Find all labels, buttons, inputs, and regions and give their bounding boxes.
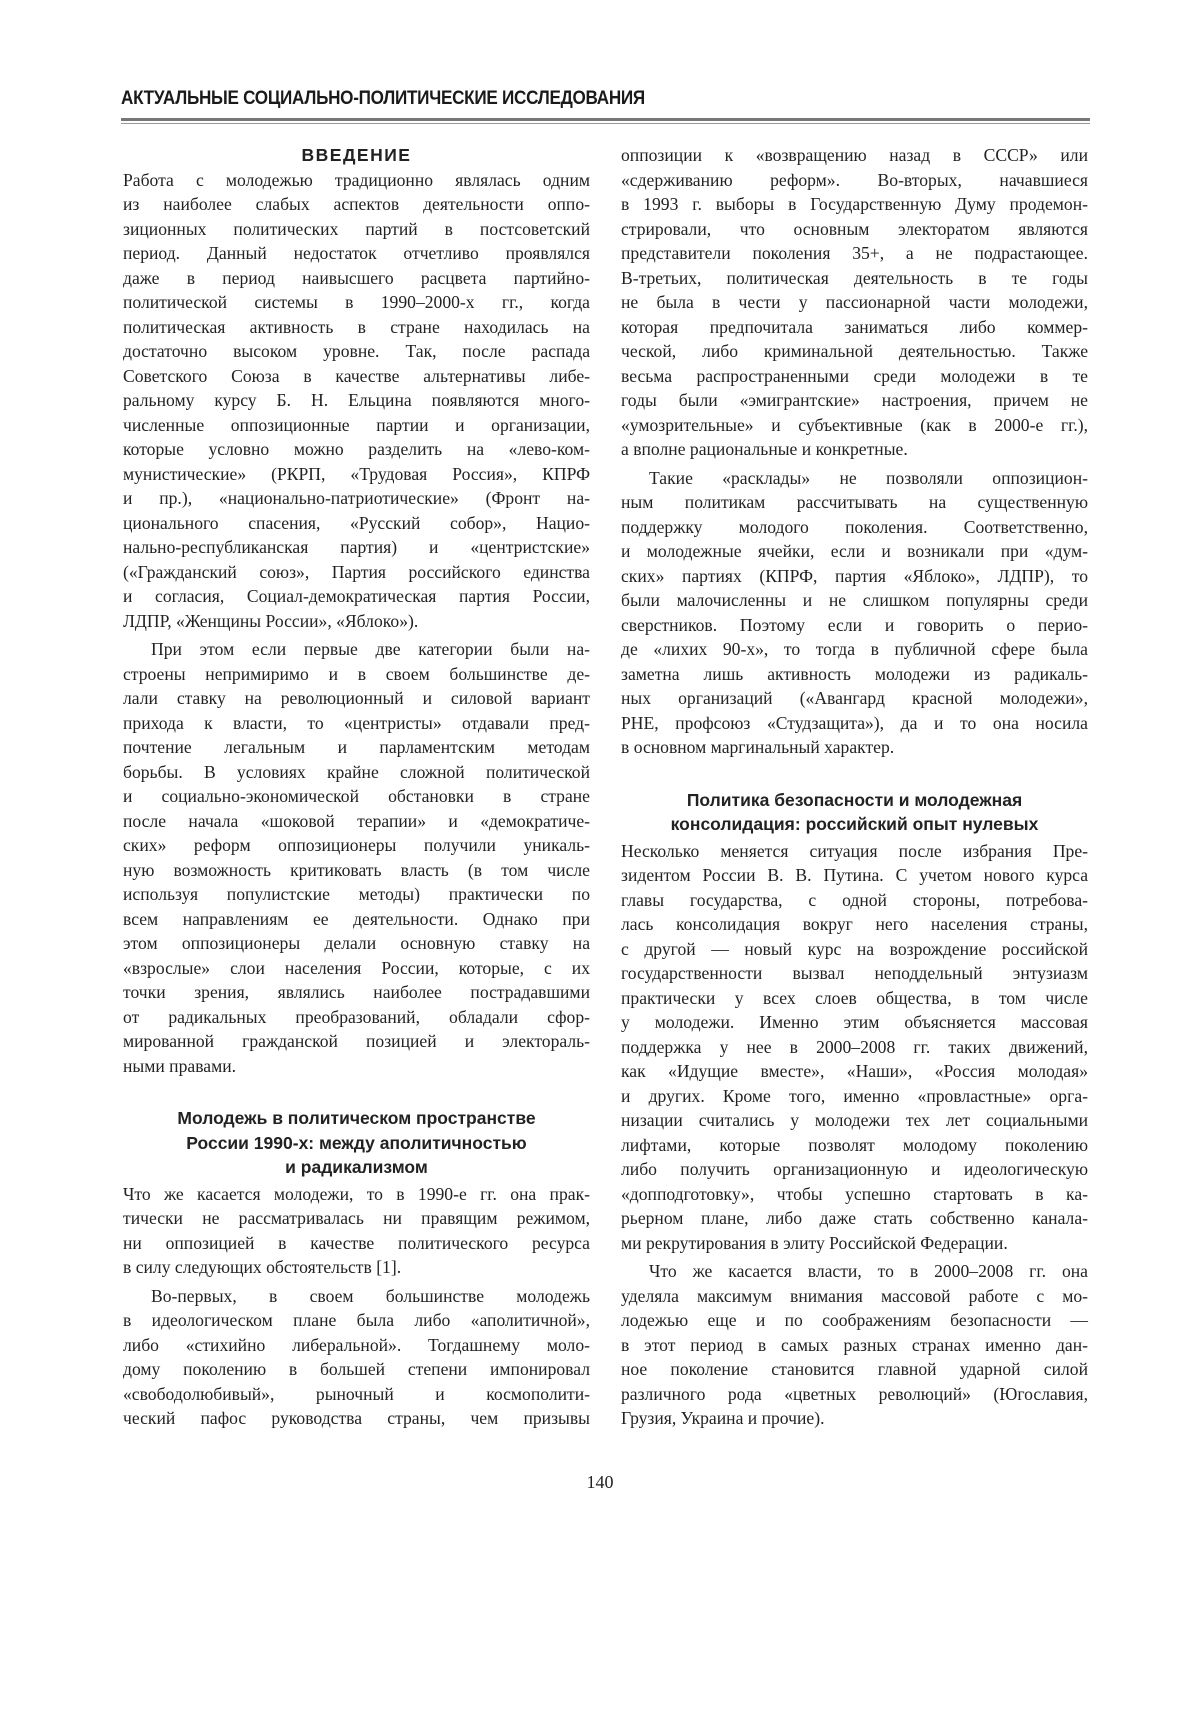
text-line: низации считались у молодежи тех лет социальными: [621, 1108, 1088, 1133]
text-line: и молодежные ячейки, если и возникали при «дум-: [621, 539, 1088, 564]
text-line: численные оппозиционные партии и организации,: [123, 413, 590, 438]
text-line: с другой — новый курс на возрождение российской: [621, 937, 1088, 962]
text-line: в силу следующих обстоятельств [1].: [123, 1255, 590, 1280]
heading-line: консолидация: российский опыт нулевых: [621, 812, 1088, 837]
text-line: различного рода «цветных революций» (Югославия,: [621, 1382, 1088, 1407]
text-line: ное поколение становится главной ударной силой: [621, 1357, 1088, 1382]
text-line: стрировали, что основным электоратом являются: [621, 217, 1088, 242]
text-line: При этом если первые две категории были на-: [123, 637, 590, 662]
text-line: всем направлениям ее деятельности. Однако при: [123, 907, 590, 932]
header-double-rule: [121, 118, 1090, 124]
text-line: достаточно высоком уровне. Так, после распада: [123, 339, 590, 364]
text-line: зидентом России В. В. Путина. С учетом нового курса: [621, 863, 1088, 888]
text-line: заметна лишь активность молодежи из радикаль-: [621, 662, 1088, 687]
text-line: у молодежи. Именно этим объясняется массовая: [621, 1010, 1088, 1035]
text-line: и согласия, Социал-демократическая партия России,: [123, 584, 590, 609]
text-line: которые условно можно разделить на «лево-ком-: [123, 437, 590, 462]
paragraph: [123, 637, 590, 1078]
text-line: сверстников. Поэтому если и говорить о перио-: [621, 613, 1088, 638]
text-line: лали ставку на революционный и силовой вариант: [123, 686, 590, 711]
paragraph: [123, 1182, 590, 1280]
text-line: строены непримиримо и в своем большинстве де-: [123, 662, 590, 687]
text-line: В-третьих, политическая деятельность в те годы: [621, 266, 1088, 291]
text-line: «свободолюбивый», рыночный и космополити-: [123, 1382, 590, 1407]
text-line: лодежью еще и по соображениям безопасности —: [621, 1308, 1088, 1333]
text-line: были малочисленны и не слишком популярны среди: [621, 588, 1088, 613]
text-line: Работа с молодежью традиционно являлась одним: [123, 168, 590, 193]
text-line: ную возможность критиковать власть (в том числе: [123, 858, 590, 883]
text-line: РНЕ, профсоюз «Студзащита»), да и то она носила: [621, 711, 1088, 736]
heading-line: и радикализмом: [123, 1155, 590, 1180]
text-line: государственности вызвал неподдельный энтузиазм: [621, 961, 1088, 986]
running-head: АКТУАЛЬНЫЕ СОЦИАЛЬНО-ПОЛИТИЧЕСКИЕ ИССЛЕДОВАНИЯ: [121, 88, 645, 110]
text-line: нально-республиканская партия) и «центристские»: [123, 535, 590, 560]
text-line: («Гражданский союз», Партия российского единства: [123, 560, 590, 585]
section-heading: [621, 788, 1088, 837]
page-number: 140: [0, 1472, 1200, 1493]
text-line: ских» реформ оппозиционеры получили уникаль-: [123, 833, 590, 858]
text-line: Что же касается власти, то в 2000–2008 гг. она: [621, 1259, 1088, 1284]
text-line: и социально-экономической обстановки в стране: [123, 784, 590, 809]
paragraph: [621, 466, 1088, 760]
text-line: и пр.), «национально-патриотические» (Фронт на-: [123, 486, 590, 511]
right-column: [621, 143, 1088, 1431]
text-line: либо получить организационную и идеологическую: [621, 1157, 1088, 1182]
text-line: прихода к власти, то «центристы» отдавали пред-: [123, 711, 590, 736]
text-line: оппозиции к «возвращению назад в СССР» или: [621, 143, 1088, 168]
text-line: ни оппозицией в качестве политического ресурса: [123, 1231, 590, 1256]
text-line: Советского Союза в качестве альтернативы либе-: [123, 364, 590, 389]
text-line: а вполне рациональные и конкретные.: [621, 437, 1088, 462]
heading-line: ВВЕДЕНИЕ: [123, 143, 590, 168]
text-line: как «Идущие вместе», «Наши», «Россия молодая»: [621, 1059, 1088, 1084]
text-line: дому поколению в большей степени импонировал: [123, 1357, 590, 1382]
text-line: в этот период в самых разных странах именно дан-: [621, 1333, 1088, 1358]
text-line: политическая активность в стране находилась на: [123, 315, 590, 340]
heading-line: России 1990-х: между аполитичностью: [123, 1131, 590, 1156]
text-line: зиционных политических партий в постсоветский: [123, 217, 590, 242]
text-line: ЛДПР, «Женщины России», «Яблоко»).: [123, 609, 590, 634]
text-line: «допподготовку», чтобы успешно стартовать в ка-: [621, 1182, 1088, 1207]
text-line: ционального спасения, «Русский собор», Нацио-: [123, 511, 590, 536]
text-line: либо «стихийно либеральной». Тогдашнему моло-: [123, 1333, 590, 1358]
paragraph: [621, 143, 1088, 462]
text-line: лась консолидация вокруг него населения страны,: [621, 912, 1088, 937]
text-line: мунистические» (РКРП, «Трудовая Россия», КПРФ: [123, 462, 590, 487]
paragraph: [621, 1259, 1088, 1431]
text-line: политической системы в 1990–2000-х гг., когда: [123, 290, 590, 315]
section-heading: [123, 1106, 590, 1180]
text-line: рьерном плане, либо даже стать собственно канала-: [621, 1206, 1088, 1231]
text-line: в 1993 г. выборы в Государственную Думу продемон-: [621, 192, 1088, 217]
heading-line: Молодежь в политическом пространстве: [123, 1106, 590, 1131]
text-line: де «лихих 90-х», то тогда в публичной сфере была: [621, 637, 1088, 662]
text-line: «сдерживанию реформ». Во-вторых, начавшиеся: [621, 168, 1088, 193]
text-line: ми рекрутирования в элиту Российской Федерации.: [621, 1231, 1088, 1256]
text-line: годы были «эмигрантские» настроения, причем не: [621, 388, 1088, 413]
text-line: уделяла максимум внимания массовой работе с мо-: [621, 1284, 1088, 1309]
text-line: поддержка у нее в 2000–2008 гг. таких движений,: [621, 1035, 1088, 1060]
text-line: ных организаций («Авангард красной молодежи»,: [621, 686, 1088, 711]
text-line: мированной гражданской позицией и электораль-: [123, 1029, 590, 1054]
text-line: «умозрительные» и субъективные (как в 2000-е гг.),: [621, 413, 1088, 438]
text-line: из наиболее слабых аспектов деятельности оппо-: [123, 192, 590, 217]
section-heading: [123, 143, 590, 168]
text-line: Несколько меняется ситуация после избрания Пре-: [621, 839, 1088, 864]
text-line: Во-первых, в своем большинстве молодежь: [123, 1284, 590, 1309]
text-line: тически не рассматривалась ни правящим режимом,: [123, 1206, 590, 1231]
text-line: ным политикам рассчитывать на существенную: [621, 490, 1088, 515]
text-line: ческой, либо криминальной деятельностью. Также: [621, 339, 1088, 364]
text-line: используя популистские методы) практически по: [123, 882, 590, 907]
text-line: Что же касается молодежи, то в 1990-е гг. она прак-: [123, 1182, 590, 1207]
text-line: борьбы. В условиях крайне сложной политической: [123, 760, 590, 785]
left-column: [123, 143, 590, 1431]
text-line: поддержку молодого поколения. Соответственно,: [621, 515, 1088, 540]
heading-line: Политика безопасности и молодежная: [621, 788, 1088, 813]
text-line: ских» партиях (КПРФ, партия «Яблоко», ЛДПР), то: [621, 564, 1088, 589]
text-line: ческий пафос руководства страны, чем призывы: [123, 1406, 590, 1431]
text-line: представители поколения 35+, а не подрастающее.: [621, 241, 1088, 266]
text-line: лифтами, которые позволят молодому поколению: [621, 1133, 1088, 1158]
text-line: «взрослые» слои населения России, которые, с их: [123, 956, 590, 981]
text-line: после начала «шоковой терапии» и «демократиче-: [123, 809, 590, 834]
text-line: точки зрения, являлись наиболее пострадавшими: [123, 980, 590, 1005]
paragraph: [621, 839, 1088, 1256]
text-line: практически у всех слоев общества, в том числе: [621, 986, 1088, 1011]
text-line: даже в период наивысшего расцвета партийно-: [123, 266, 590, 291]
text-line: от радикальных преобразований, обладали сфор-: [123, 1005, 590, 1030]
text-line: период. Данный недостаток отчетливо проявлялся: [123, 241, 590, 266]
paragraph: [123, 168, 590, 634]
text-line: в идеологическом плане была либо «аполитичной»,: [123, 1308, 590, 1333]
text-line: почтение легальным и парламентским методам: [123, 735, 590, 760]
paragraph: [123, 1284, 590, 1431]
text-line: в основном маргинальный характер.: [621, 735, 1088, 760]
text-line: Такие «расклады» не позволяли оппозицион-: [621, 466, 1088, 491]
text-line: этом оппозиционеры делали основную ставку на: [123, 931, 590, 956]
text-line: и других. Кроме того, именно «провластные» орга-: [621, 1084, 1088, 1109]
text-line: главы государства, с одной стороны, потребова-: [621, 888, 1088, 913]
text-line: которая предпочитала заниматься либо коммер-: [621, 315, 1088, 340]
text-line: ными правами.: [123, 1054, 590, 1079]
text-line: весьма распространенными среди молодежи в те: [621, 364, 1088, 389]
text-line: ральному курсу Б. Н. Ельцина появляются много-: [123, 388, 590, 413]
text-line: не была в чести у пассионарной части молодежи,: [621, 290, 1088, 315]
text-line: Грузия, Украина и прочие).: [621, 1406, 1088, 1431]
